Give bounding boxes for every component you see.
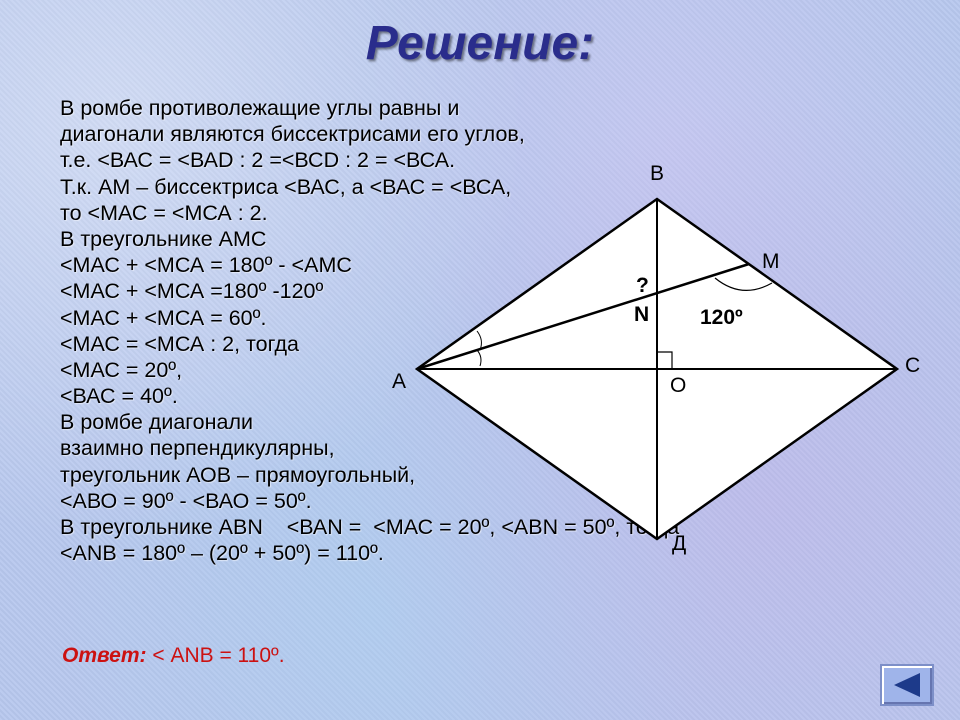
question-mark: ?: [636, 274, 649, 297]
back-button[interactable]: [880, 664, 934, 706]
page-title: Решение:: [365, 17, 595, 70]
solution-line: <МАС = <МСА : 2, тогда: [60, 331, 299, 356]
solution-line: треугольник АОВ – прямоугольный,: [60, 462, 416, 487]
solution-line: <МАС + <МСА = 60º.: [60, 305, 267, 330]
solution-line: <МАС + <МСА = 180º - <АМС: [60, 253, 352, 278]
solution-line: <ВАС = 40º.: [60, 384, 178, 409]
vertex-label-o: О: [670, 374, 687, 397]
solution-line: <АNВ = 180º – (20º + 50º) = 110º.: [60, 541, 384, 566]
solution-line: взаимно перпендикулярны,: [60, 436, 335, 461]
rhombus-diagram: [380, 150, 940, 570]
solution-line: диагонали являются биссектрисами его углов,: [60, 122, 525, 147]
answer-value: < АNВ = 110º.: [146, 644, 285, 667]
answer: [62, 644, 285, 668]
solution-line: В треугольнике АМС: [60, 226, 267, 251]
vertex-label-a: А: [392, 370, 407, 393]
vertex-label-c: С: [905, 354, 921, 377]
angle-label-120: 120º: [700, 306, 743, 329]
solution-line: В ромбе диагонали: [60, 410, 253, 435]
solution-line: <АВО = 90º - <ВАО = 50º.: [60, 488, 312, 513]
solution-line: то <МАС = <МСА : 2.: [60, 200, 268, 225]
vertex-label-m: М: [762, 250, 780, 273]
solution-line: т.е. <ВАС = <ВАD : 2 =<ВСD : 2 = <ВСА.: [60, 148, 456, 173]
point-label-n: N: [634, 303, 650, 326]
solution-line: Т.к. АМ – биссектриса <ВАС, а <ВАС = <ВСА,: [60, 174, 512, 199]
solution-line: В треугольнике АВN <ВАN = <МАС = 20º, <АВN = 50º, тогда: [60, 515, 680, 539]
triangle-left-icon: [882, 666, 932, 704]
vertex-label-b: В: [650, 162, 665, 185]
solution-line: <МАС + <МСА =180º -120º: [60, 279, 324, 304]
solution-line: В ромбе противолежащие углы равны и: [60, 96, 460, 120]
vertex-label-d: Д: [672, 532, 687, 555]
solution-line: <МАС = 20º,: [60, 357, 183, 382]
answer-label: Ответ:: [62, 644, 147, 667]
